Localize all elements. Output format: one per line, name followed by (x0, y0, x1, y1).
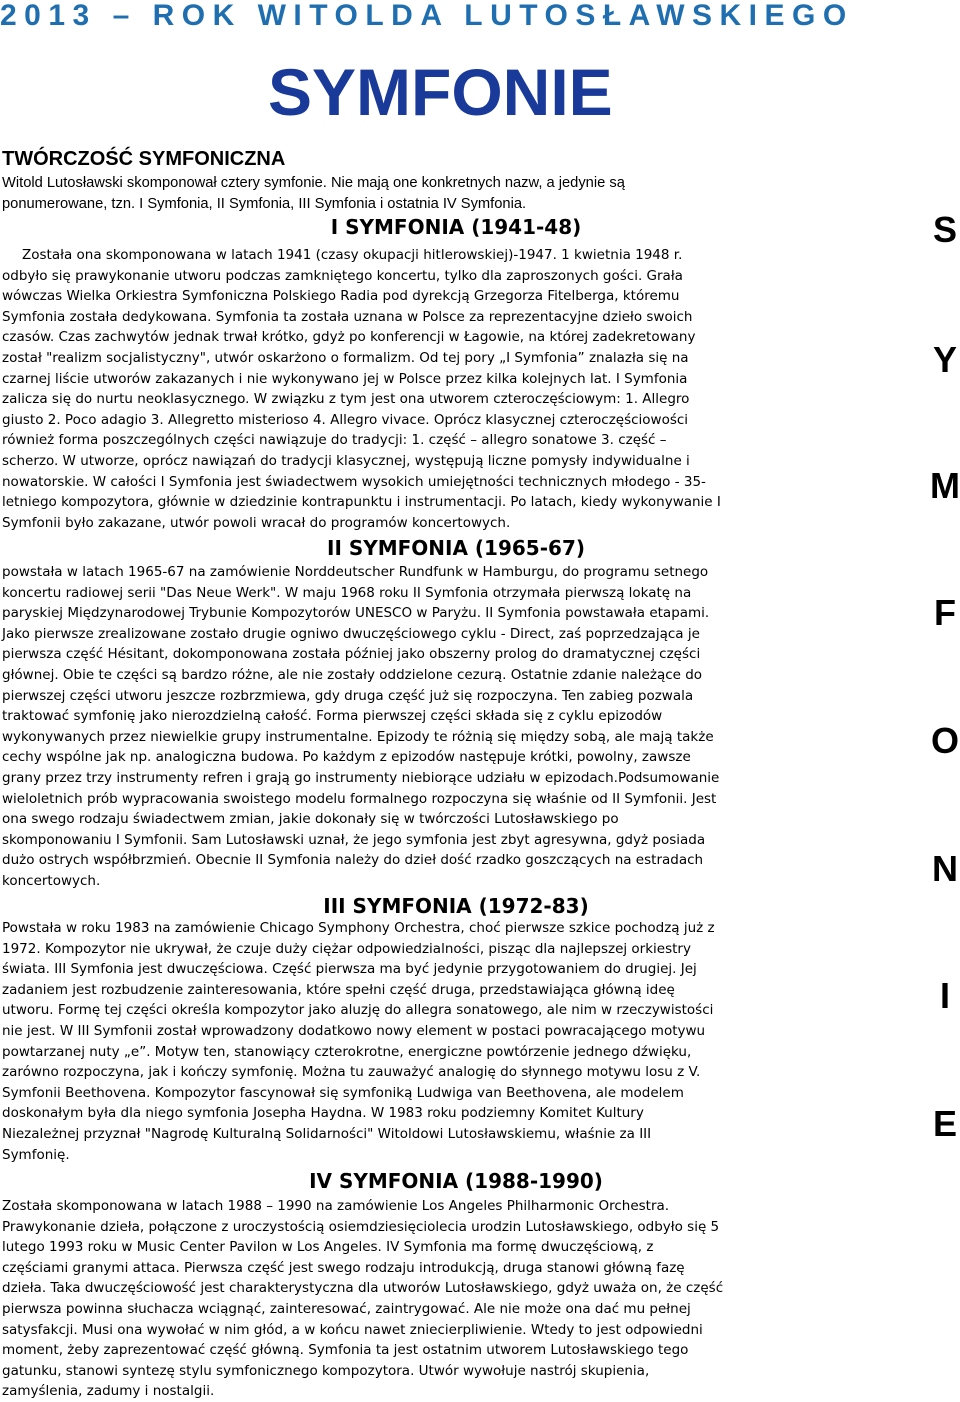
text-line: odbyło się prawykonanie utworu podczas zamkniętego koncertu, tylko dla zaproszonych gości. Grała (2, 267, 683, 284)
text-line: ona swego rodzaju świadectwem zmian, jakie dokonały się w twórczości Lutosławskiego po (2, 811, 619, 828)
text-line: utworu. Formę tej części określa kompozytor jako aluzję do allegra sonatowego, ale nim w rzeczywistości (2, 1002, 714, 1019)
text-line: pierwszej części utworu jeszcze rozbrzmiewa, gdy druga część już się rozpoczyna. Ten zabieg pozwala (2, 687, 694, 704)
side-letter: Y (932, 339, 957, 380)
intro-line: ponumerowane, tzn. I Symfonia, II Symfonia, III Symfonia i ostatnia IV Symfonia. (2, 195, 527, 212)
text-line: doskonałym była dla niego symfonia Josepha Haydna. W 1983 roku podziemny Komitet Kultury (2, 1105, 644, 1122)
text-line: wieloletnich prób wypracowania swoistego modelu formalnego rozpoczyna się właśnie od II Symfonii. Jest (2, 790, 717, 807)
text-line: moment, żeby zaprezentować część główną. Symfonia ta jest ostatnim utworem Lutosławskiego tego (2, 1342, 689, 1359)
text-line: Jako pierwsze zrealizowane zostało drugie ogniwo dwuczęściowego cyklu - Direct, zaś poprzedzająca je (2, 625, 700, 642)
text-line: zalicza się do nurtu neoklasycznego. W związku z tym jest ona utworem czteroczęściowym: 1. Allegro (2, 391, 690, 408)
text-line: dzieła. Taka dwuczęściowość jest charakterystyczna dla utworów Lutosławskiego, gdyż uważa on, że część (2, 1280, 724, 1297)
text-line: pierwsza powinna słuchacza wciągnąć, zainteresować, zaintrygować. Ale nie może ona dać mu pełnej (2, 1300, 691, 1317)
text-line: również forma poszczególnych części nawiązuje do tradycji: 1. część – allegro sonatowe 3. część – (2, 432, 667, 449)
text-line: traktować symfonię jako nierozdzielną całość. Forma pierwszej części składa się z cyklu epizodów (2, 708, 663, 725)
side-letter: S (932, 209, 957, 250)
section-heading-2: II SYMFONIA (1965-67) (327, 536, 585, 560)
text-line: koncertu radiowej serii "Das Neue Werk". W maju 1968 roku II Symfonia otrzymała pierwszą lokatę na (2, 584, 692, 601)
text-line: powtarzanej nuty „e”. Motyw ten, stanowiący czterokrotne, energiczne powtórzenie jednego dźwięku, (2, 1043, 692, 1060)
intro-heading: TWÓRCZOŚĆ SYMFONICZNA (2, 148, 286, 170)
side-letter: O (930, 720, 959, 761)
text-line: Symfonii Beethovena. Kompozytor fascynował się symfoniką Ludwiga van Beethovena, ale modelem (2, 1084, 684, 1101)
text-line: Została ona skomponowana w latach 1941 (czasy okupacji hitlerowskiej)-1947. 1 kwietnia 1948 r. (22, 247, 683, 263)
text-line: paryskiej Międzynarodowej Trybunie Kompozytorów UNESCO w Paryżu. II Symfonia powstawała etapami. (2, 605, 710, 622)
text-line: nowatorskie. W całości I Symfonia jest świadectwem wysokich umiejętności technicznych młodego - 35- (2, 473, 706, 490)
text-line: 1972. Kompozytor nie ukrywał, że czuje duży ciężar odpowiedzialności, pisząc dla najlepszej orkiestry (2, 940, 691, 957)
text-line: wykonywanych przez niewielkie grupy instrumentalne. Epizody te różnią się między sobą, ale mają także (2, 728, 714, 745)
text-line: zarówno rozpoczyna, jak i kończy symfonię. Można tu zauważyć analogię do słynnego motywu losu z V. (2, 1064, 701, 1081)
side-letter: M (930, 465, 960, 506)
section-heading-1: I SYMFONIA (1941-48) (330, 215, 582, 239)
text-line: gatunku, stanowi syntezę stylu symfonicznego kompozytora. Utwór wywołuje nastrój skupienia, (2, 1362, 650, 1379)
text-line: grany przez trzy instrumenty refren i grają go instrumenty niebiorące udziału w epizodach.Podsumowanie (2, 769, 720, 786)
text-line: zadaniem jest rozbudzenie zainteresowania, które spełni część druga, przedstawiająca główną ideę (2, 981, 675, 998)
side-letter: I (939, 975, 950, 1016)
text-line: Symfonii było zakazane, utwór powoli wracał do programów koncertowych. (2, 514, 511, 531)
text-line: powstała w latach 1965-67 na zamówienie Norddeutscher Rundfunk w Hamburgu, do programu setnego (2, 564, 709, 580)
text-line: lutego 1993 roku w Music Center Pavilon w Los Angeles. IV Symfonia ma formę dwuczęściową, z (2, 1239, 654, 1256)
text-line: częściami granymi attaca. Pierwsza część jest swego rodzaju introdukcją, druga stanowi główną fazę (2, 1259, 685, 1276)
text-line: Powstała w roku 1983 na zamówienie Chicago Symphony Orchestra, choć pierwsze szkice pochodzą już z (2, 920, 715, 936)
section-body-3 (2, 918, 914, 1165)
text-line: czasów. Czas zachwytów jednak trwał krótko, gdyż po konferencji w Łagowie, na której zadekretowany (2, 329, 696, 346)
intro-paragraph (2, 173, 882, 214)
text-line: cechy wspólne jak np. analogiczna budowa. Po każdym z epizodów następuje krótki, powolny, zawsze (2, 749, 691, 766)
text-line: giusto 2. Poco adagio 3. Allegretto misterioso 4. Allegro vivace. Oprócz klasycznej czteroczęściowości (2, 411, 689, 428)
text-line: świata. III Symfonia jest dwuczęściowa. Część pierwsza ma być jedynie przygotowaniem do drugiej. Jej (2, 961, 697, 978)
text-line: satysfakcji. Musi ona wywołać w nim głód, a w końcu nawet zniecierpliwienie. Wtedy to jest odpowiedni (2, 1321, 703, 1338)
section-body-4 (2, 1196, 914, 1402)
text-line: Prawykonanie dzieła, połączone z uroczystością osiemdziesięciolecia urodzin Lutosławskiego, odbyło się 5 (2, 1218, 720, 1235)
side-letter: E (932, 1103, 957, 1144)
text-line: Symfonia została dedykowana. Symfonia ta została uznana w Polsce za reprezentacyjne dzieło swoich (2, 308, 693, 325)
section-body-1 (2, 245, 914, 533)
side-vertical-title (918, 200, 960, 1400)
section-heading-3: III SYMFONIA (1972-83) (323, 894, 589, 918)
intro-line: Witold Lutosławski skomponował cztery symfonie. Nie mają one konkretnych nazw, a jedynie są (2, 175, 625, 191)
text-line: wówczas Wielka Orkiestra Symfoniczna Polskiego Radia pod dyrekcją Grzegorza Fitelberga, któremu (2, 288, 680, 305)
text-line: zamyślenia, zadumy i nostalgii. (2, 1383, 215, 1400)
main-title: SYMFONIE (268, 55, 613, 129)
text-line: Symfonię. (2, 1146, 70, 1163)
text-line: nie jest. W III Symfonii został wprowadzony dodatkowo nowy element w postaci powracającego motywu (2, 1022, 706, 1039)
text-line: czarnej liście utworów zakazanych i nie wykonywano jej w Polsce przez kilka kolejnych lat. I Symfonia (2, 370, 688, 387)
side-letter: N (932, 848, 958, 889)
text-line: Została skomponowana w latach 1988 – 1990 na zamówienie Los Angeles Philharmonic Orchestra. (2, 1198, 670, 1214)
text-line: letniego kompozytora, głównie w dziedzinie kontrapunktu i instrumentacji. Po latach, kiedy wykonywanie I (2, 494, 721, 511)
text-line: skomponowaniu I Symfonii. Sam Lutosławski uznał, że jego symfonia jest zbyt agresywna, gdyż posiada (2, 831, 706, 848)
text-line: dużo ostrych współbrzmień. Obecnie II Symfonia należy do dzieł dość rzadko goszczących na estradach (2, 852, 704, 869)
page-banner: 2013 – ROK WITOLDA LUTOSŁAWSKIEGO (0, 0, 854, 32)
text-line: został "realizm socjalistyczny", utwór oskarżono o formalizm. Od tej pory „I Symfonia” znalazła się na (2, 349, 689, 366)
section-heading-4: IV SYMFONIA (1988-1990) (309, 1169, 603, 1193)
side-letter: F (934, 592, 956, 633)
text-line: Niezależnej przyznał "Nagrodę Kulturalną Solidarności" Witoldowi Lutosławskiemu, właśnie za III (2, 1125, 652, 1142)
text-line: scherzo. W utworze, oprócz nawiązań do tradycji klasycznej, występują liczne pomysły indywidualne i (2, 452, 690, 469)
text-line: głównej. Obie te części są bardzo różne, ale nie zostały oddzielone cezurą. Ostatnie zdanie należące do (2, 666, 703, 683)
section-body-2 (2, 562, 914, 892)
text-line: koncertowych. (2, 872, 101, 889)
text-line: pierwsza część Hésitant, dokomponowana została później jako obszerny prolog do dramatycznej części (2, 646, 701, 663)
